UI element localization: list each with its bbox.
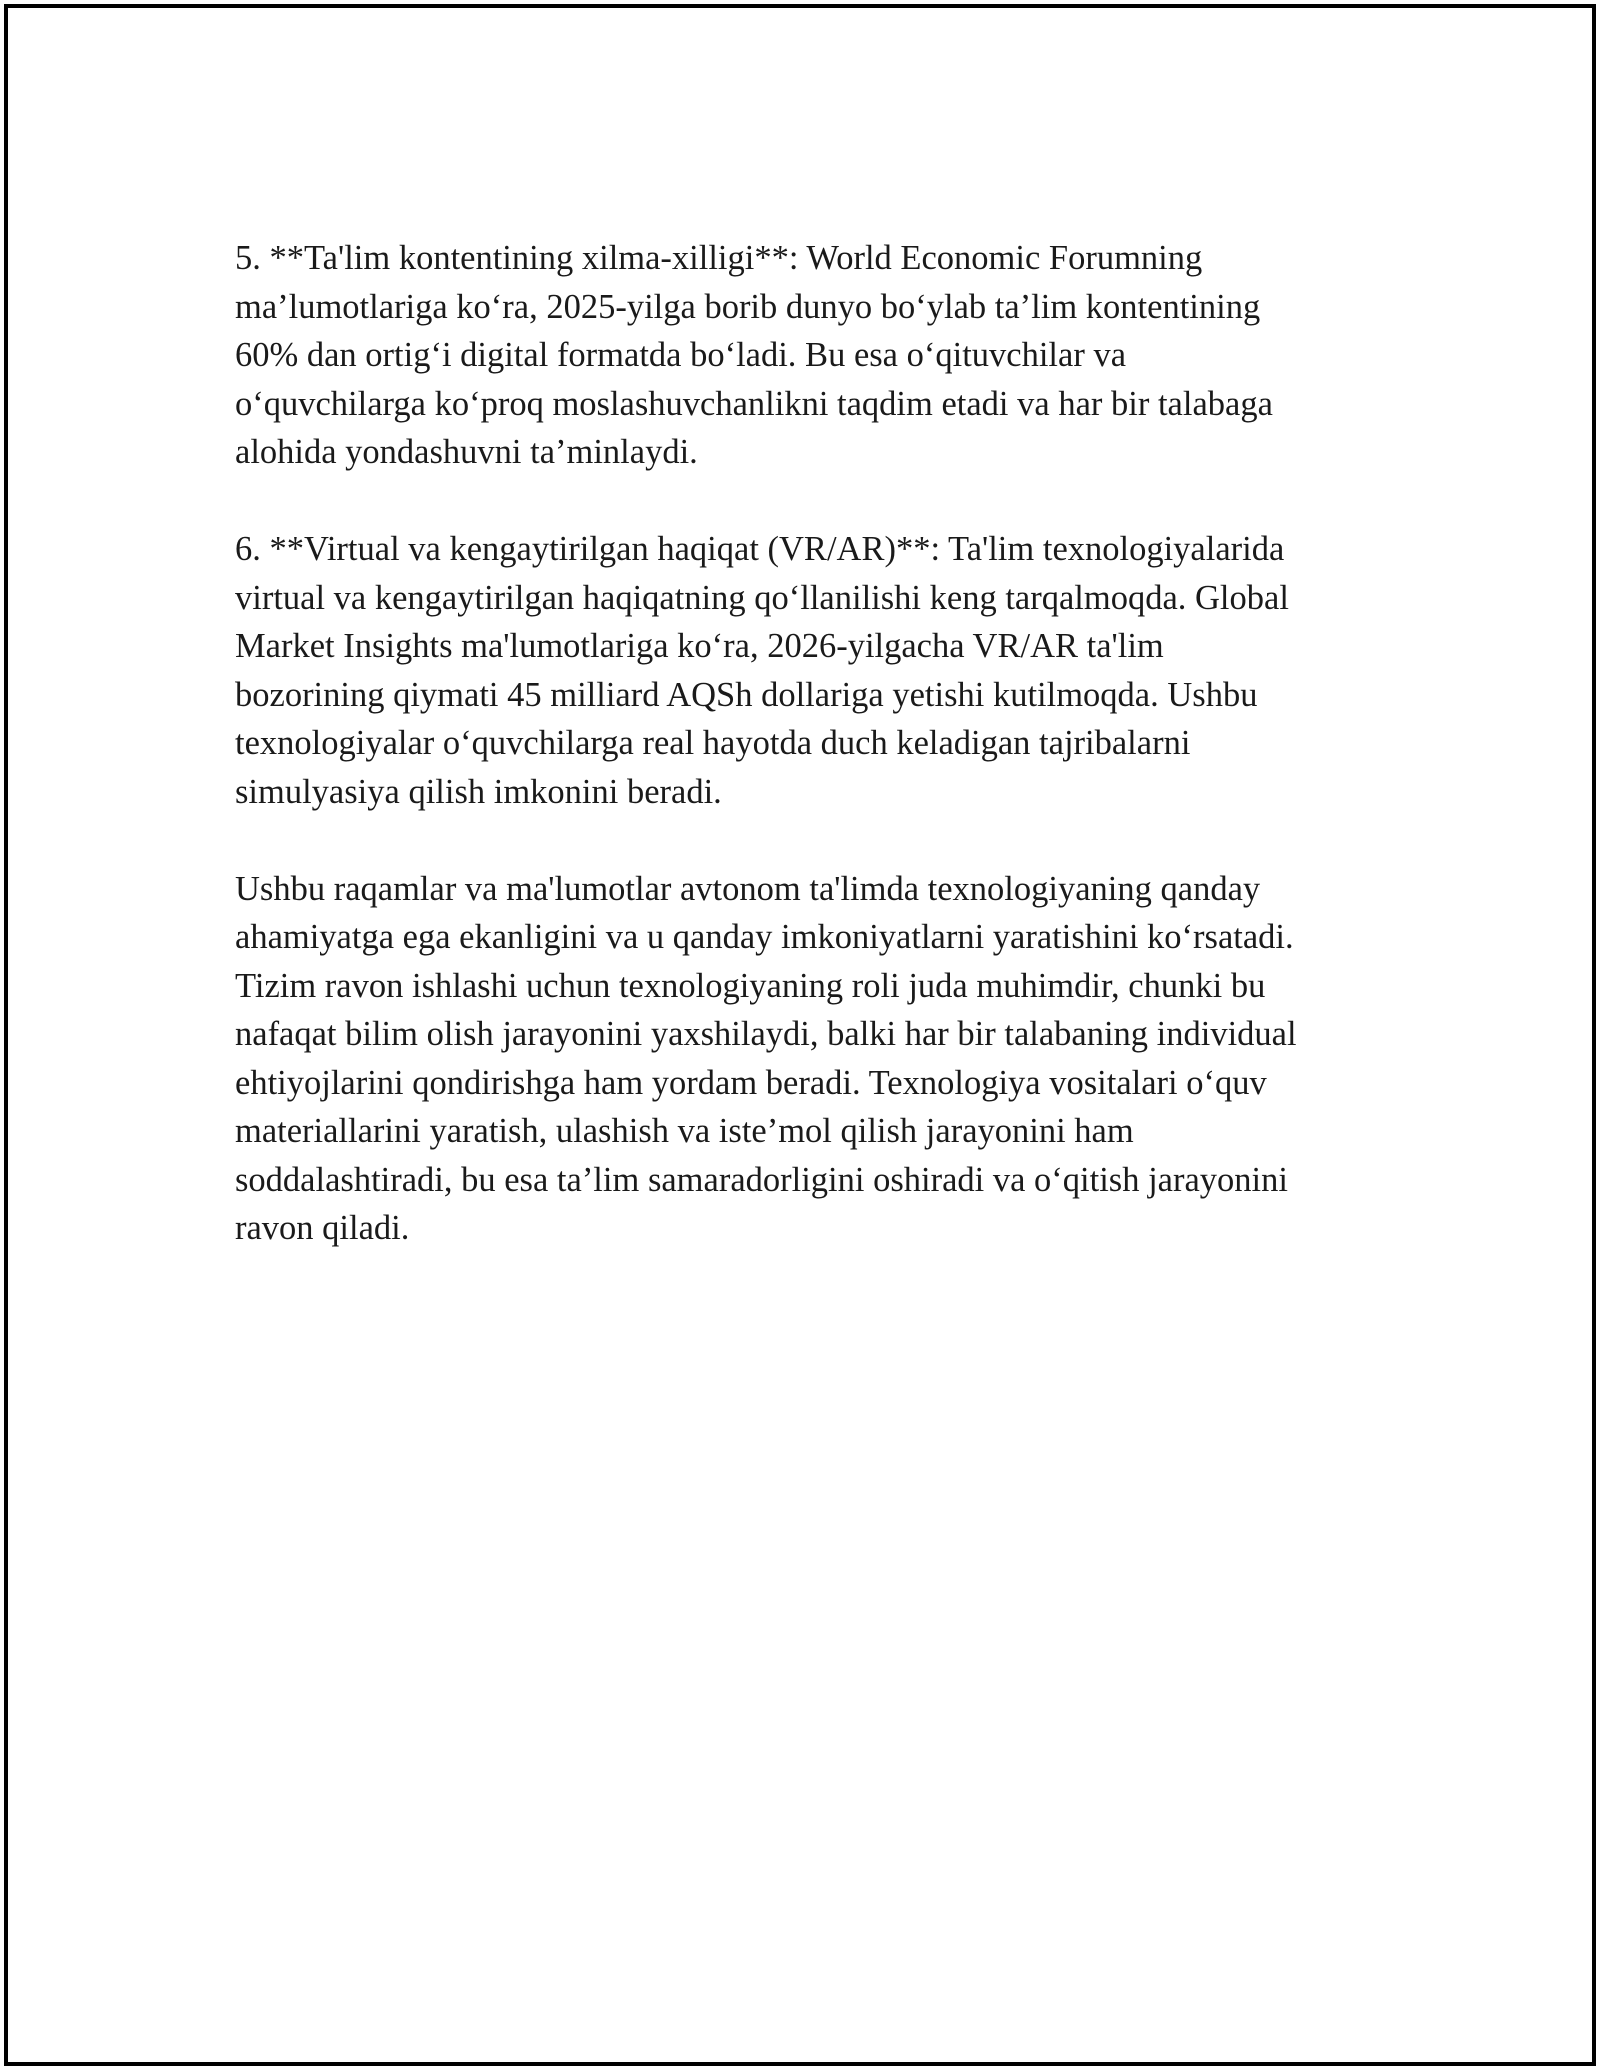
paragraph-content-diversity: 5. **Ta'lim kontentining xilma-xilligi**: World Economic Forumning ma’lumotlariga ko‘ra, 2025-yilga borib dunyo bo‘ylab ta’lim kontentining 60% dan ortig‘i digital formatda bo‘ladi. Bu esa o‘qituvchilar va o‘quvchilarga ko‘proq moslashuvchanlikni taqdim etadi va har bir talabaga alohida yondashuvni ta’minlaydi.: [235, 239, 1273, 471]
paragraph-conclusion: Ushbu raqamlar va ma'lumotlar avtonom ta'limda texnologiyaning qanday ahamiyatga ega ekanligini va u qanday imkoniyatlarni yaratishini ko‘rsatadi. Tizim ravon ishlashi uchun texnologiyaning roli juda muhimdir, chunki bu nafaqat bilim olish jarayonini yaxshilaydi, balki har bir talabaning individual ehtiyojlarini qondirishga ham yordam beradi. Texnologiya vositalari o‘quv materiallarini yaratish, ulashish va iste’mol qilish jarayonini ham soddalashtiradi, bu esa ta’lim samaradorligini oshiradi va o‘qitish jarayonini ravon qiladi.: [235, 869, 1297, 1247]
document-body: [235, 234, 1395, 1301]
paragraph-vr-ar: 6. **Virtual va kengaytirilgan haqiqat (VR/AR)**: Ta'lim texnologiyalarida virtual va kengaytirilgan haqiqatning qo‘llanilishi keng tarqalmoqda. Global Market Insights ma'lumotlariga ko‘ra, 2026-yilgacha VR/AR ta'lim bozorining qiymati 45 milliard AQSh dollariga yetishi kutilmoqda. Ushbu texnologiyalar o‘quvchilarga real hayotda duch keladigan tajribalarni simulyasiya qilish imkonini beradi.: [235, 530, 1289, 811]
